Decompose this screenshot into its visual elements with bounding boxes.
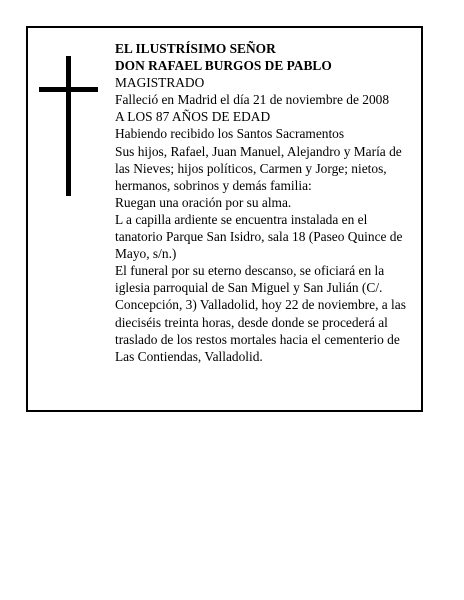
cross-vertical-bar xyxy=(66,56,71,196)
deceased-title: EL ILUSTRÍSIMO SEÑOR xyxy=(115,41,276,56)
death-notice: Falleció en Madrid el día 21 de noviembre de 2008 xyxy=(115,92,390,108)
funeral-info: El funeral por su eterno descanso, se oficiará en la iglesia parroquial de San Miguel y San Julián (C/. Concepción, 3) Valladolid, hoy 22 de noviembre, a las dieciséis treinta horas, desde donde se procederá al traslado de los restos mortales hacia el cementerio de Las Contiendas, Valladolid. xyxy=(115,263,406,364)
deceased-age: A LOS 87 AÑOS DE EDAD xyxy=(115,109,271,125)
deceased-name: DON RAFAEL BURGOS DE PABLO xyxy=(115,58,332,74)
obituary-notice xyxy=(26,26,423,412)
sacraments-text: Habiendo recibido los Santos Sacramentos xyxy=(115,126,345,142)
cross-horizontal-bar xyxy=(39,87,98,92)
family-list: Sus hijos, Rafael, Juan Manuel, Alejandro y María de las Nieves; hijos políticos, Carmen y Jorge; nietos, hermanos, sobrinos y demás familia: xyxy=(115,143,402,193)
deceased-position: MAGISTRADO xyxy=(115,75,205,91)
chapel-info: L a capilla ardiente se encuentra instalada en el tanatorio Parque San Isidro, sala 18 (Paseo Quince de Mayo, s/n.) xyxy=(115,211,403,262)
prayer-request: Ruegan una oración por su alma. xyxy=(115,194,292,210)
obituary-text xyxy=(115,40,411,365)
